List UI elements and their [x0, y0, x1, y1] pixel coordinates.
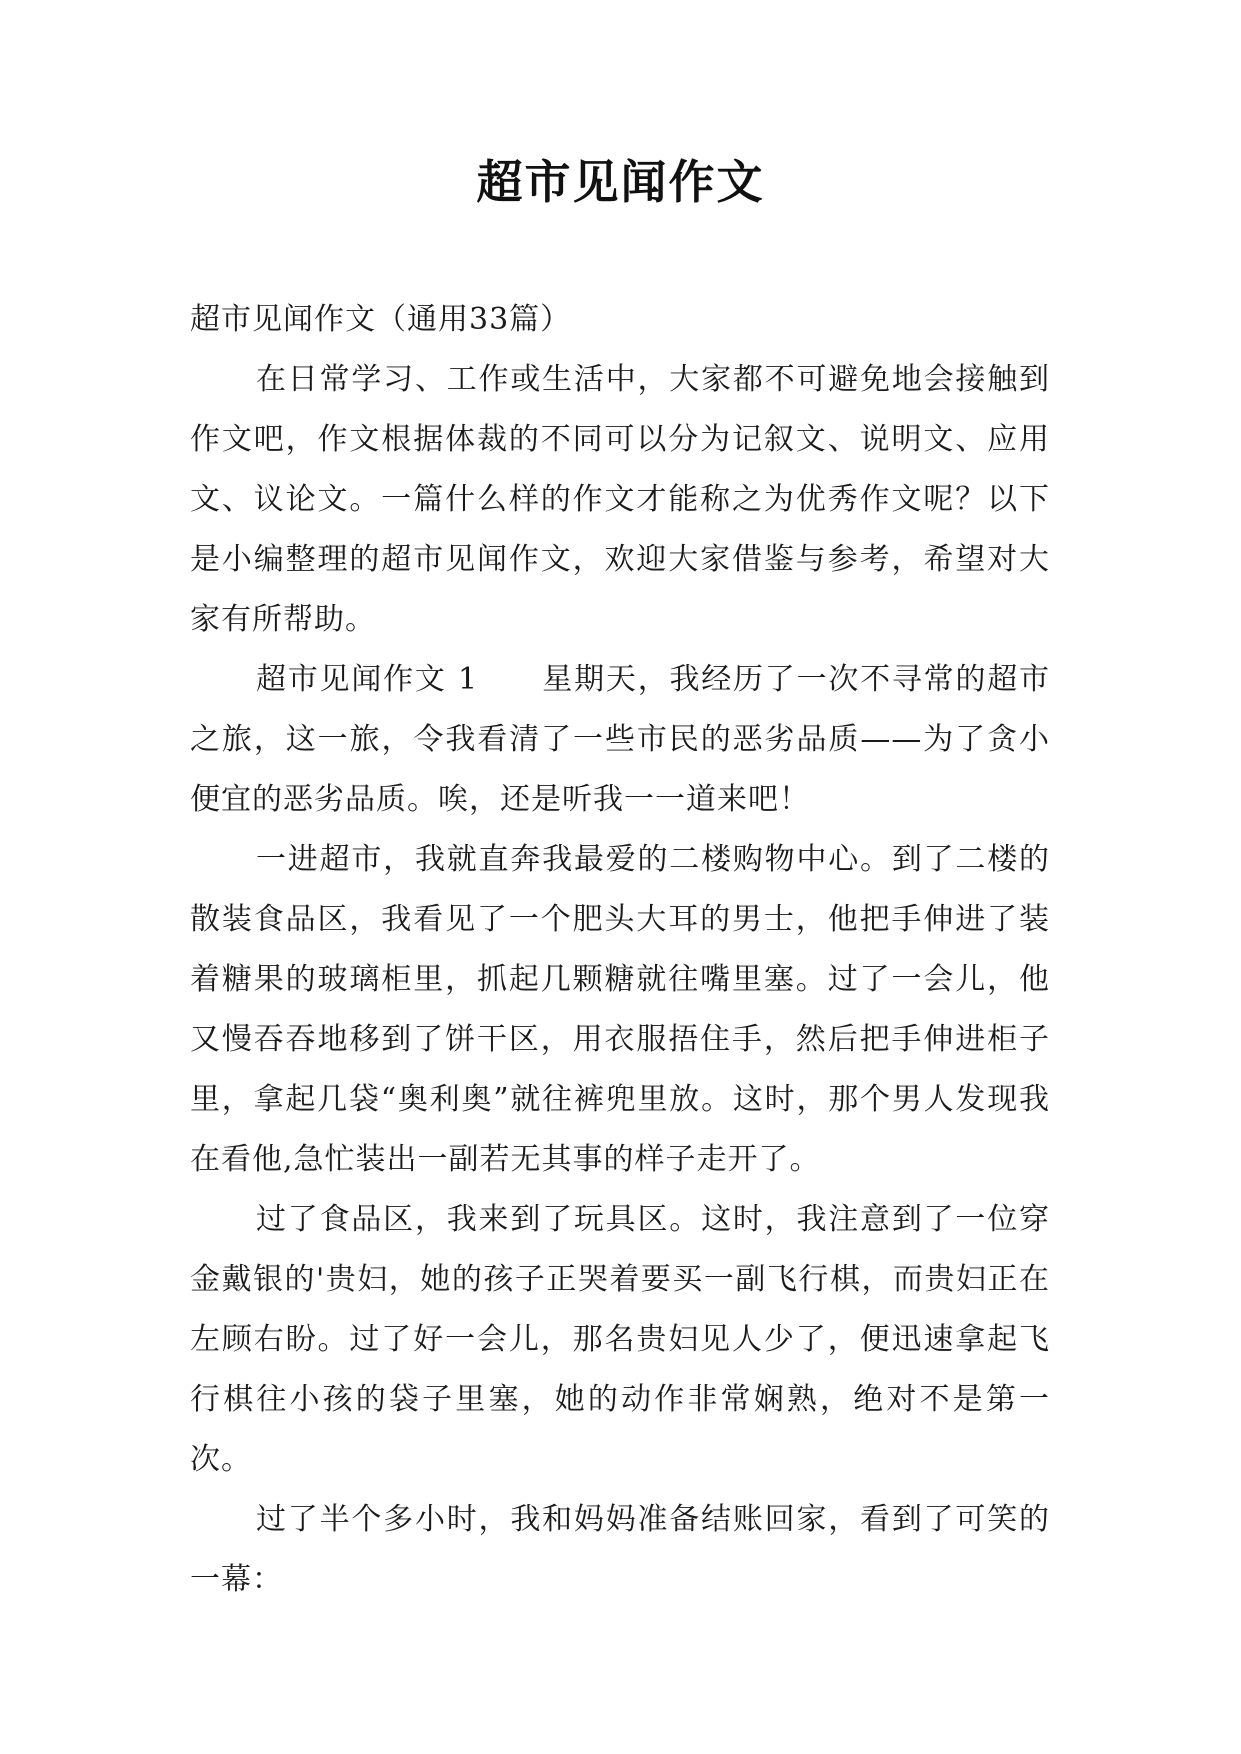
essay-1-paragraph-checkout: 过了半个多小时，我和妈妈准备结账回家，看到了可笑的一幕： — [190, 1502, 1050, 1597]
essay-1-paragraph-food-area: 一进超市，我就直奔我最爱的二楼购物中心。到了二楼的散装食品区，我看见了一个肥头大耳的男士，他把手伸进了装着糖果的玻璃柜里，抓起几颗糖就往嘴里塞。过了一会儿，他又慢吞吞地移到了饼干区，用衣服捂住手，然后把手伸进柜子里，拿起几袋“奥利奥”就往裤兜里放。这时，那个男人发现我在看他,急忙装出一副若无其事的样子走开了。 — [190, 842, 1050, 1177]
document-title: 超市见闻作文 — [476, 155, 765, 209]
intro-paragraph: 在日常学习、工作或生活中，大家都不可避免地会接触到作文吧，作文根据体裁的不同可以分为记叙文、说明文、应用文、议论文。一篇什么样的作文才能称之为优秀作文呢？以下是小编整理的超市见闻作文，欢迎大家借鉴与参考，希望对大家有所帮助。 — [190, 362, 1050, 637]
essay-1-opening-paragraph: 超市见闻作文 1 星期天，我经历了一次不寻常的超市之旅，这一旅，令我看清了一些市民的恶劣品质——为了贪小便宜的恶劣品质。唉，还是听我一一道来吧！ — [190, 662, 1050, 817]
document-subtitle: 超市见闻作文（通用33篇） — [190, 302, 572, 337]
essay-1-paragraph-toy-area: 过了食品区，我来到了玩具区。这时，我注意到了一位穿金戴银的'贵妇，她的孩子正哭着要买一副飞行棋，而贵妇正在左顾右盼。过了好一会儿，那名贵妇见人少了，便迅速拿起飞行棋往小孩的袋子里塞，她的动作非常娴熟，绝对不是第一次。 — [190, 1202, 1050, 1477]
document-body — [190, 290, 1050, 1610]
